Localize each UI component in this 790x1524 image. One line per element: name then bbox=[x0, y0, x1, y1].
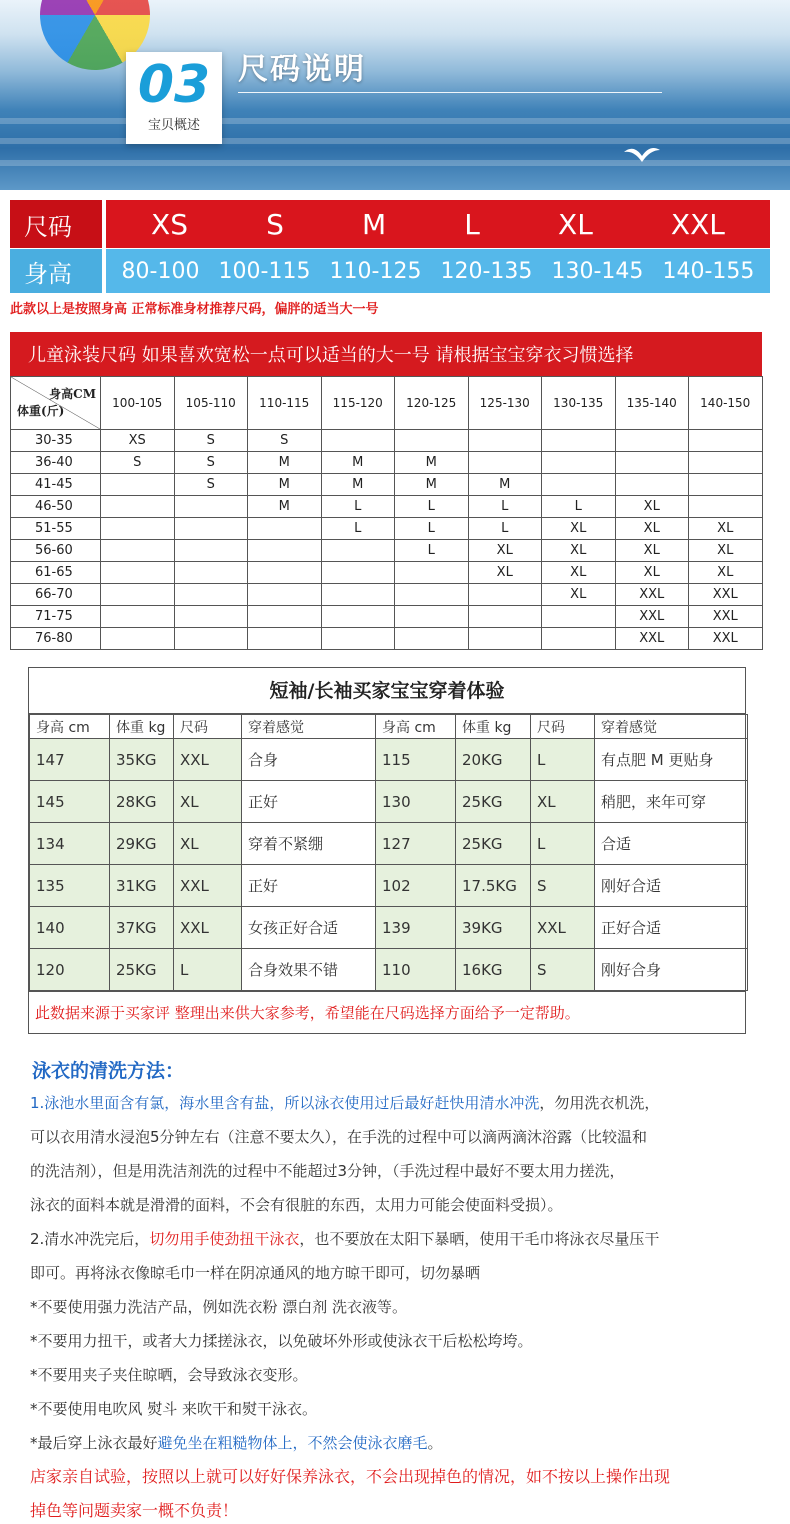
table-cell: 39KG bbox=[456, 907, 531, 949]
size-cell: S bbox=[174, 430, 248, 452]
size-cell bbox=[174, 562, 248, 584]
size-cell: XS bbox=[151, 207, 189, 241]
wash-paragraph: 1.泳池水里面含有氯，海水里含有盐，所以泳衣使用过后最好赶快用清水冲洗，勿用洗衣机洗， bbox=[30, 1094, 660, 1112]
size-cell bbox=[395, 562, 469, 584]
table-row bbox=[30, 949, 748, 991]
washing-title: 泳衣的清洗方法： bbox=[32, 1060, 185, 1082]
column-header: 身高 cm bbox=[30, 715, 110, 739]
table-cell: 刚好合适 bbox=[595, 865, 748, 907]
table-row bbox=[30, 865, 748, 907]
table-cell: 110 bbox=[376, 949, 456, 991]
size-cell: L bbox=[468, 496, 542, 518]
table-cell: XXL bbox=[174, 739, 242, 781]
table-cell: XXL bbox=[174, 907, 242, 949]
size-cell: L bbox=[321, 518, 395, 540]
table-cell: S bbox=[531, 865, 595, 907]
weight-cell: 36-40 bbox=[11, 452, 101, 474]
wash-tip: *不要用力扭干，或者大力揉搓泳衣，以免破坏外形或使泳衣干后松松垮垮。 bbox=[30, 1332, 533, 1350]
size-row-label: 尺码 bbox=[10, 200, 106, 248]
size-cell: XL bbox=[468, 562, 542, 584]
table-cell: XL bbox=[174, 823, 242, 865]
size-cell: M bbox=[395, 452, 469, 474]
wash-tip: *不要使用强力洗洁产品，例如洗衣粉 漂白剂 洗衣液等。 bbox=[30, 1298, 408, 1316]
size-cell bbox=[248, 540, 322, 562]
size-cell bbox=[395, 606, 469, 628]
table-row bbox=[30, 739, 748, 781]
table-cell: 135 bbox=[30, 865, 110, 907]
size-cell bbox=[468, 452, 542, 474]
size-cell bbox=[321, 584, 395, 606]
size-cell bbox=[101, 496, 175, 518]
experience-table-box bbox=[28, 667, 746, 1034]
size-cell: L bbox=[464, 207, 480, 241]
size-cell: S bbox=[266, 207, 284, 241]
seagull-icon bbox=[622, 142, 662, 168]
table-cell: 115 bbox=[376, 739, 456, 781]
experience-source-note: 此数据来源于买家评 整理出来供大家参考，希望能在尺码选择方面给予一定帮助。 bbox=[29, 991, 745, 1033]
kids-table-title: 儿童泳装尺码 如果喜欢宽松一点可以适当的大一号 请根据宝宝穿衣习惯选择 bbox=[10, 332, 762, 376]
size-cell: XXL bbox=[615, 628, 689, 650]
size-cell bbox=[174, 606, 248, 628]
size-cell bbox=[101, 628, 175, 650]
height-row-label: 身高 bbox=[10, 249, 106, 293]
table-cell: 有点肥 M 更贴身 bbox=[595, 739, 748, 781]
size-cell bbox=[174, 496, 248, 518]
size-cell bbox=[248, 606, 322, 628]
size-cell bbox=[321, 430, 395, 452]
height-cell: 120-135 bbox=[440, 258, 533, 284]
size-cell: XL bbox=[615, 518, 689, 540]
table-cell: 29KG bbox=[110, 823, 174, 865]
size-cell bbox=[468, 430, 542, 452]
table-cell: 25KG bbox=[456, 823, 531, 865]
height-column-header: 115-120 bbox=[321, 377, 395, 430]
size-cell: L bbox=[395, 540, 469, 562]
table-cell: L bbox=[174, 949, 242, 991]
size-cell: XL bbox=[615, 540, 689, 562]
table-cell: 102 bbox=[376, 865, 456, 907]
disclaimer: 店家亲自试验，按照以上就可以好好保养泳衣，不会出现掉色的情况，如不按以上操作出现 bbox=[30, 1467, 671, 1486]
table-cell: 140 bbox=[30, 907, 110, 949]
size-cell: XL bbox=[558, 207, 593, 241]
section-subtitle: 宝贝概述 bbox=[147, 118, 200, 133]
size-cell bbox=[615, 474, 689, 496]
experience-table bbox=[29, 714, 748, 991]
table-cell: 145 bbox=[30, 781, 110, 823]
size-cell: XXL bbox=[670, 207, 725, 241]
height-column-header: 100-105 bbox=[101, 377, 175, 430]
height-cell: 80-100 bbox=[121, 258, 200, 284]
size-cell bbox=[542, 606, 616, 628]
size-cell bbox=[248, 628, 322, 650]
height-cell: 100-115 bbox=[218, 258, 311, 284]
section-number: 03 bbox=[137, 55, 211, 115]
weight-cell: 30-35 bbox=[11, 430, 101, 452]
table-cell: 120 bbox=[30, 949, 110, 991]
section-badge bbox=[126, 52, 222, 144]
washing-instructions bbox=[30, 1086, 770, 1524]
table-cell: L bbox=[531, 823, 595, 865]
size-cell bbox=[101, 518, 175, 540]
wash-tip: *不要使用电吹风 熨斗 来吹干和熨干泳衣。 bbox=[30, 1400, 318, 1418]
table-cell: 35KG bbox=[110, 739, 174, 781]
table-row bbox=[30, 823, 748, 865]
table-cell: 正好 bbox=[242, 781, 376, 823]
table-row bbox=[30, 781, 748, 823]
size-cell: XXL bbox=[615, 606, 689, 628]
column-header: 尺码 bbox=[174, 715, 242, 739]
size-cell: XL bbox=[542, 518, 616, 540]
wash-tip: *不要用夹子夹住晾晒，会导致泳衣变形。 bbox=[30, 1366, 308, 1384]
size-cell bbox=[101, 606, 175, 628]
size-cell bbox=[174, 518, 248, 540]
table-row bbox=[11, 496, 763, 518]
table-cell: 25KG bbox=[110, 949, 174, 991]
size-cell bbox=[468, 606, 542, 628]
size-cell: L bbox=[468, 518, 542, 540]
size-cell bbox=[542, 430, 616, 452]
table-cell: 女孩正好合适 bbox=[242, 907, 376, 949]
weight-cell: 41-45 bbox=[11, 474, 101, 496]
size-cell: L bbox=[321, 496, 395, 518]
size-cell: L bbox=[395, 518, 469, 540]
size-cell: M bbox=[395, 474, 469, 496]
disclaimer: 掉色等问题卖家一概不负责！ bbox=[30, 1501, 239, 1520]
table-cell: XXL bbox=[174, 865, 242, 907]
size-cell bbox=[174, 628, 248, 650]
size-cell: M bbox=[248, 474, 322, 496]
size-cell: XL bbox=[542, 584, 616, 606]
size-cell bbox=[321, 540, 395, 562]
wash-paragraph: 的洗洁剂），但是用洗洁剂洗的过程中不能超过3分钟，（手洗过程中最好不要太用力搓洗， bbox=[30, 1162, 625, 1180]
page-title: 尺码说明 bbox=[238, 52, 366, 87]
size-cell bbox=[321, 628, 395, 650]
table-row bbox=[11, 628, 763, 650]
table-row bbox=[11, 584, 763, 606]
size-cell: S bbox=[174, 474, 248, 496]
size-cell bbox=[248, 562, 322, 584]
table-cell: L bbox=[531, 739, 595, 781]
table-cell: 17.5KG bbox=[456, 865, 531, 907]
table-cell: 稍肥，来年可穿 bbox=[595, 781, 748, 823]
wash-paragraph: 2.清水冲洗完后，切勿用手使劲扭干泳衣，也不要放在太阳下暴晒，使用干毛巾将泳衣尽量压干 bbox=[30, 1230, 660, 1248]
size-cell: M bbox=[321, 452, 395, 474]
size-cell: XXL bbox=[689, 584, 763, 606]
table-row bbox=[11, 474, 763, 496]
size-row bbox=[10, 200, 770, 248]
weight-cell: 46-50 bbox=[11, 496, 101, 518]
size-cell bbox=[101, 474, 175, 496]
size-cell: XS bbox=[101, 430, 175, 452]
column-header: 体重 kg bbox=[456, 715, 531, 739]
size-cell bbox=[542, 452, 616, 474]
size-cell: M bbox=[321, 474, 395, 496]
size-cell bbox=[101, 562, 175, 584]
size-cell: XL bbox=[542, 562, 616, 584]
table-row bbox=[11, 518, 763, 540]
size-cell: M bbox=[248, 496, 322, 518]
size-cell: L bbox=[542, 496, 616, 518]
height-cell: 110-125 bbox=[329, 258, 422, 284]
size-cell: XXL bbox=[615, 584, 689, 606]
height-cell: 130-145 bbox=[551, 258, 644, 284]
size-cell bbox=[174, 584, 248, 606]
weight-cell: 56-60 bbox=[11, 540, 101, 562]
table-cell: 20KG bbox=[456, 739, 531, 781]
height-column-header: 110-115 bbox=[248, 377, 322, 430]
size-cell: M bbox=[248, 452, 322, 474]
height-row bbox=[10, 249, 770, 293]
table-cell: 合适 bbox=[595, 823, 748, 865]
height-column-header: 130-135 bbox=[542, 377, 616, 430]
table-cell: 合身 bbox=[242, 739, 376, 781]
size-cell bbox=[689, 474, 763, 496]
size-cell: L bbox=[395, 496, 469, 518]
size-cell: M bbox=[468, 474, 542, 496]
wash-tip: *最后穿上泳衣最好避免坐在粗糙物体上，不然会使泳衣磨毛。 bbox=[30, 1434, 443, 1452]
size-cell bbox=[615, 452, 689, 474]
table-row bbox=[11, 562, 763, 584]
column-header: 尺码 bbox=[531, 715, 595, 739]
weight-cell: 66-70 bbox=[11, 584, 101, 606]
height-column-header: 140-150 bbox=[689, 377, 763, 430]
table-cell: 134 bbox=[30, 823, 110, 865]
wash-paragraph: 泳衣的面料本就是滑滑的面料，不会有很脏的东西，太用力可能会使面料受损）。 bbox=[30, 1196, 563, 1214]
table-cell: S bbox=[531, 949, 595, 991]
size-cell bbox=[248, 584, 322, 606]
table-cell: 合身效果不错 bbox=[242, 949, 376, 991]
size-cell bbox=[395, 628, 469, 650]
size-cell bbox=[395, 584, 469, 606]
table-cell: XL bbox=[174, 781, 242, 823]
height-column-header: 125-130 bbox=[468, 377, 542, 430]
size-recommendation-note: 此款以上是按照身高 正常标准身材推荐尺码，偏胖的适当大一号 bbox=[10, 302, 379, 317]
height-column-header: 120-125 bbox=[395, 377, 469, 430]
size-cell bbox=[101, 540, 175, 562]
weight-cell: 51-55 bbox=[11, 518, 101, 540]
table-cell: 25KG bbox=[456, 781, 531, 823]
table-cell: 穿着不紧绷 bbox=[242, 823, 376, 865]
size-cell: XL bbox=[542, 540, 616, 562]
size-cell: XXL bbox=[689, 606, 763, 628]
size-cell: XL bbox=[615, 496, 689, 518]
size-cell: XL bbox=[689, 540, 763, 562]
table-cell: 139 bbox=[376, 907, 456, 949]
height-column-header: 135-140 bbox=[615, 377, 689, 430]
weight-cell: 71-75 bbox=[11, 606, 101, 628]
size-cell: S bbox=[174, 452, 248, 474]
table-row bbox=[11, 452, 763, 474]
table-cell: 28KG bbox=[110, 781, 174, 823]
size-cell bbox=[468, 628, 542, 650]
height-cell: 140-155 bbox=[662, 258, 755, 284]
table-row bbox=[11, 540, 763, 562]
size-cell: XL bbox=[689, 562, 763, 584]
title-underline bbox=[238, 92, 662, 93]
table-row bbox=[11, 606, 763, 628]
table-cell: 正好合适 bbox=[595, 907, 748, 949]
size-cell: M bbox=[362, 207, 387, 241]
size-cell bbox=[321, 606, 395, 628]
size-cell bbox=[248, 518, 322, 540]
table-cell: XXL bbox=[531, 907, 595, 949]
table-cell: 127 bbox=[376, 823, 456, 865]
table-cell: XL bbox=[531, 781, 595, 823]
size-cell: S bbox=[248, 430, 322, 452]
size-cell: XL bbox=[689, 518, 763, 540]
size-cell bbox=[615, 430, 689, 452]
wash-paragraph: 可以衣用清水浸泡5分钟左右（注意不要太久），在手洗的过程中可以滴两滴沐浴露（比较温和 bbox=[30, 1128, 648, 1146]
experience-table-title: 短袖/长袖买家宝宝穿着体验 bbox=[29, 668, 745, 714]
corner-height-label: 身高CM bbox=[49, 387, 96, 401]
weight-cell: 61-65 bbox=[11, 562, 101, 584]
size-cell bbox=[174, 540, 248, 562]
table-row bbox=[11, 430, 763, 452]
kids-size-table bbox=[10, 376, 763, 650]
size-cell bbox=[689, 430, 763, 452]
size-cell bbox=[542, 474, 616, 496]
column-header: 穿着感觉 bbox=[242, 715, 376, 739]
table-cell: 130 bbox=[376, 781, 456, 823]
table-row bbox=[30, 907, 748, 949]
table-cell: 刚好合身 bbox=[595, 949, 748, 991]
table-corner-cell bbox=[11, 377, 101, 430]
size-cell: XL bbox=[615, 562, 689, 584]
header-banner bbox=[0, 0, 790, 190]
column-header: 体重 kg bbox=[110, 715, 174, 739]
weight-cell: 76-80 bbox=[11, 628, 101, 650]
height-column-header: 105-110 bbox=[174, 377, 248, 430]
wash-paragraph: 即可。再将泳衣像晾毛巾一样在阴凉通风的地方晾干即可，切勿暴晒 bbox=[30, 1264, 481, 1282]
size-cell bbox=[468, 584, 542, 606]
size-cell: S bbox=[101, 452, 175, 474]
size-cell bbox=[689, 452, 763, 474]
corner-weight-label: 体重(斤) bbox=[17, 404, 65, 418]
table-cell: 正好 bbox=[242, 865, 376, 907]
size-cell bbox=[321, 562, 395, 584]
size-cell bbox=[101, 584, 175, 606]
column-header: 身高 cm bbox=[376, 715, 456, 739]
column-header: 穿着感觉 bbox=[595, 715, 748, 739]
size-cell: XXL bbox=[689, 628, 763, 650]
size-cell bbox=[689, 496, 763, 518]
size-cell bbox=[542, 628, 616, 650]
table-cell: 31KG bbox=[110, 865, 174, 907]
table-cell: 37KG bbox=[110, 907, 174, 949]
table-cell: 147 bbox=[30, 739, 110, 781]
size-cell bbox=[395, 430, 469, 452]
size-cell: XL bbox=[468, 540, 542, 562]
table-cell: 16KG bbox=[456, 949, 531, 991]
